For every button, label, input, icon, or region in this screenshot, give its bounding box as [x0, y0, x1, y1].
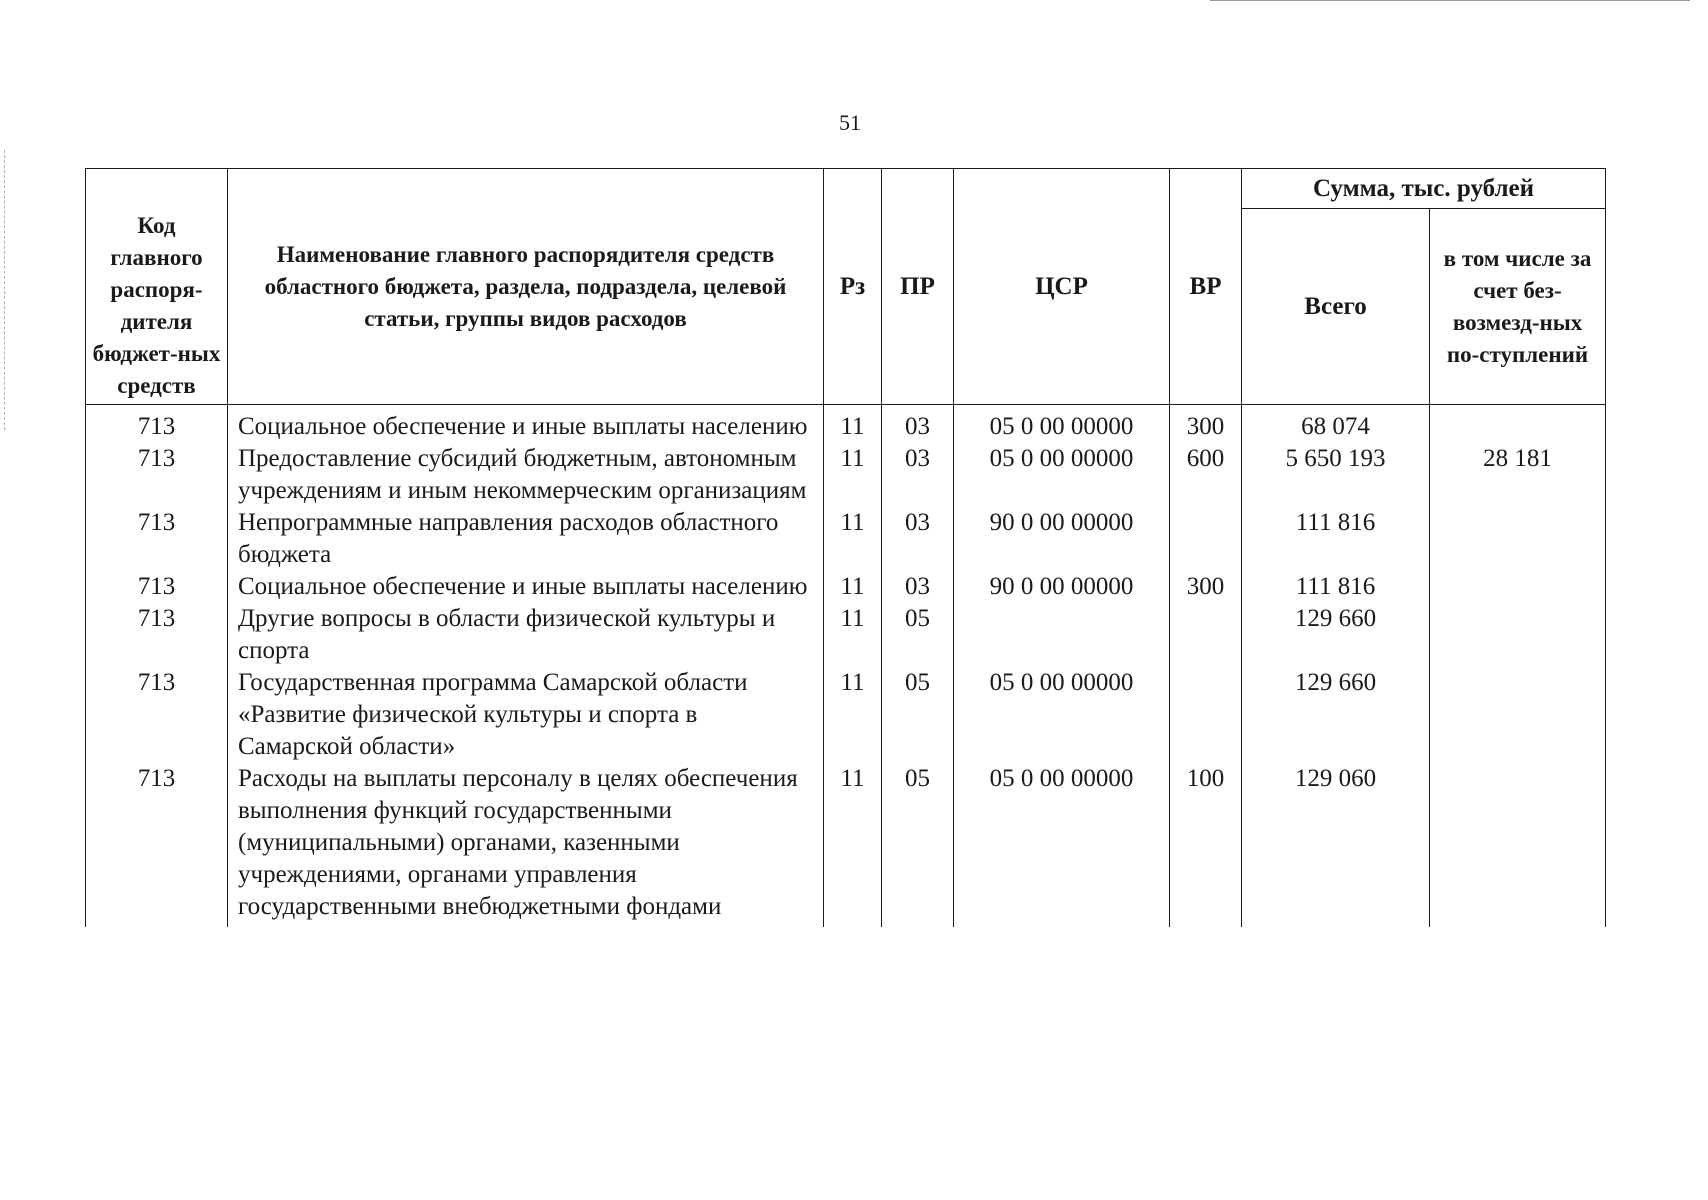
table-row — [86, 443, 1606, 507]
cell-csr: 90 0 00 00000 — [954, 571, 1170, 603]
cell-total: 129 660 — [1242, 667, 1430, 763]
scan-edge-line — [1210, 0, 1690, 1]
cell-name: Непрограммные направления расходов областного бюджета — [228, 507, 824, 571]
cell-pr: 03 — [882, 507, 954, 571]
header-total: Всего — [1242, 209, 1430, 405]
table-row — [86, 667, 1606, 763]
cell-code: 713 — [86, 507, 228, 571]
header-grants: в том числе за счет без-возмезд-ных по-ступлений — [1430, 209, 1606, 405]
table-header — [86, 169, 1606, 405]
cell-grants — [1430, 603, 1606, 667]
cell-rz: 11 — [824, 507, 882, 571]
cell-grants — [1430, 763, 1606, 927]
page-number: 51 — [839, 110, 861, 135]
cell-code: 713 — [86, 405, 228, 444]
cell-csr — [954, 603, 1170, 667]
header-csr: ЦСР — [954, 169, 1170, 405]
table-row — [86, 405, 1606, 444]
cell-grants — [1430, 571, 1606, 603]
header-code: Код главного распоря-дителя бюджет-ных средств — [86, 169, 228, 405]
cell-csr: 05 0 00 00000 — [954, 443, 1170, 507]
cell-name: Расходы на выплаты персоналу в целях обеспечения выполнения функций государственными (муниципальными) органами, казенными учреждениями, органами управления государственными внебюджетными фондами — [228, 763, 824, 927]
cell-vr — [1170, 507, 1242, 571]
cell-pr: 05 — [882, 603, 954, 667]
cell-code: 713 — [86, 667, 228, 763]
budget-table — [85, 168, 1606, 927]
cell-rz: 11 — [824, 763, 882, 927]
cell-csr: 05 0 00 00000 — [954, 763, 1170, 927]
cell-vr: 600 — [1170, 443, 1242, 507]
cell-name: Предоставление субсидий бюджетным, автономным учреждениям и иным некоммерческим организациям — [228, 443, 824, 507]
cell-grants: 28 181 — [1430, 443, 1606, 507]
cell-name: Другие вопросы в области физической культуры и спорта — [228, 603, 824, 667]
cell-grants — [1430, 405, 1606, 444]
cell-grants — [1430, 507, 1606, 571]
cell-pr: 05 — [882, 667, 954, 763]
cell-vr: 300 — [1170, 571, 1242, 603]
cell-pr: 03 — [882, 571, 954, 603]
cell-total: 68 074 — [1242, 405, 1430, 444]
table-row — [86, 603, 1606, 667]
cell-vr — [1170, 603, 1242, 667]
cell-csr: 05 0 00 00000 — [954, 667, 1170, 763]
cell-name: Государственная программа Самарской области «Развитие физической культуры и спорта в Самарской области» — [228, 667, 824, 763]
scan-edge-line-left — [4, 150, 6, 430]
cell-name: Социальное обеспечение и иные выплаты населению — [228, 405, 824, 444]
header-pr: ПР — [882, 169, 954, 405]
cell-total: 129 060 — [1242, 763, 1430, 927]
cell-rz: 11 — [824, 571, 882, 603]
cell-code: 713 — [86, 763, 228, 927]
cell-code: 713 — [86, 603, 228, 667]
cell-pr: 03 — [882, 405, 954, 444]
cell-grants — [1430, 667, 1606, 763]
cell-vr — [1170, 667, 1242, 763]
table-row — [86, 507, 1606, 571]
cell-vr: 300 — [1170, 405, 1242, 444]
header-name: Наименование главного распорядителя средств областного бюджета, раздела, подраздела, целевой статьи, группы видов расходов — [228, 169, 824, 405]
cell-code: 713 — [86, 443, 228, 507]
header-rz: Рз — [824, 169, 882, 405]
cell-total: 111 816 — [1242, 507, 1430, 571]
cell-rz: 11 — [824, 603, 882, 667]
cell-total: 129 660 — [1242, 603, 1430, 667]
table-row — [86, 571, 1606, 603]
table-row — [86, 763, 1606, 927]
cell-rz: 11 — [824, 405, 882, 444]
table-body — [86, 405, 1606, 928]
cell-rz: 11 — [824, 667, 882, 763]
cell-total: 5 650 193 — [1242, 443, 1430, 507]
cell-total: 111 816 — [1242, 571, 1430, 603]
header-vr: ВР — [1170, 169, 1242, 405]
cell-csr: 05 0 00 00000 — [954, 405, 1170, 444]
cell-rz: 11 — [824, 443, 882, 507]
cell-name: Социальное обеспечение и иные выплаты населению — [228, 571, 824, 603]
header-sum-group: Сумма, тыс. рублей — [1242, 169, 1606, 209]
cell-code: 713 — [86, 571, 228, 603]
cell-pr: 05 — [882, 763, 954, 927]
cell-pr: 03 — [882, 443, 954, 507]
cell-vr: 100 — [1170, 763, 1242, 927]
cell-csr: 90 0 00 00000 — [954, 507, 1170, 571]
